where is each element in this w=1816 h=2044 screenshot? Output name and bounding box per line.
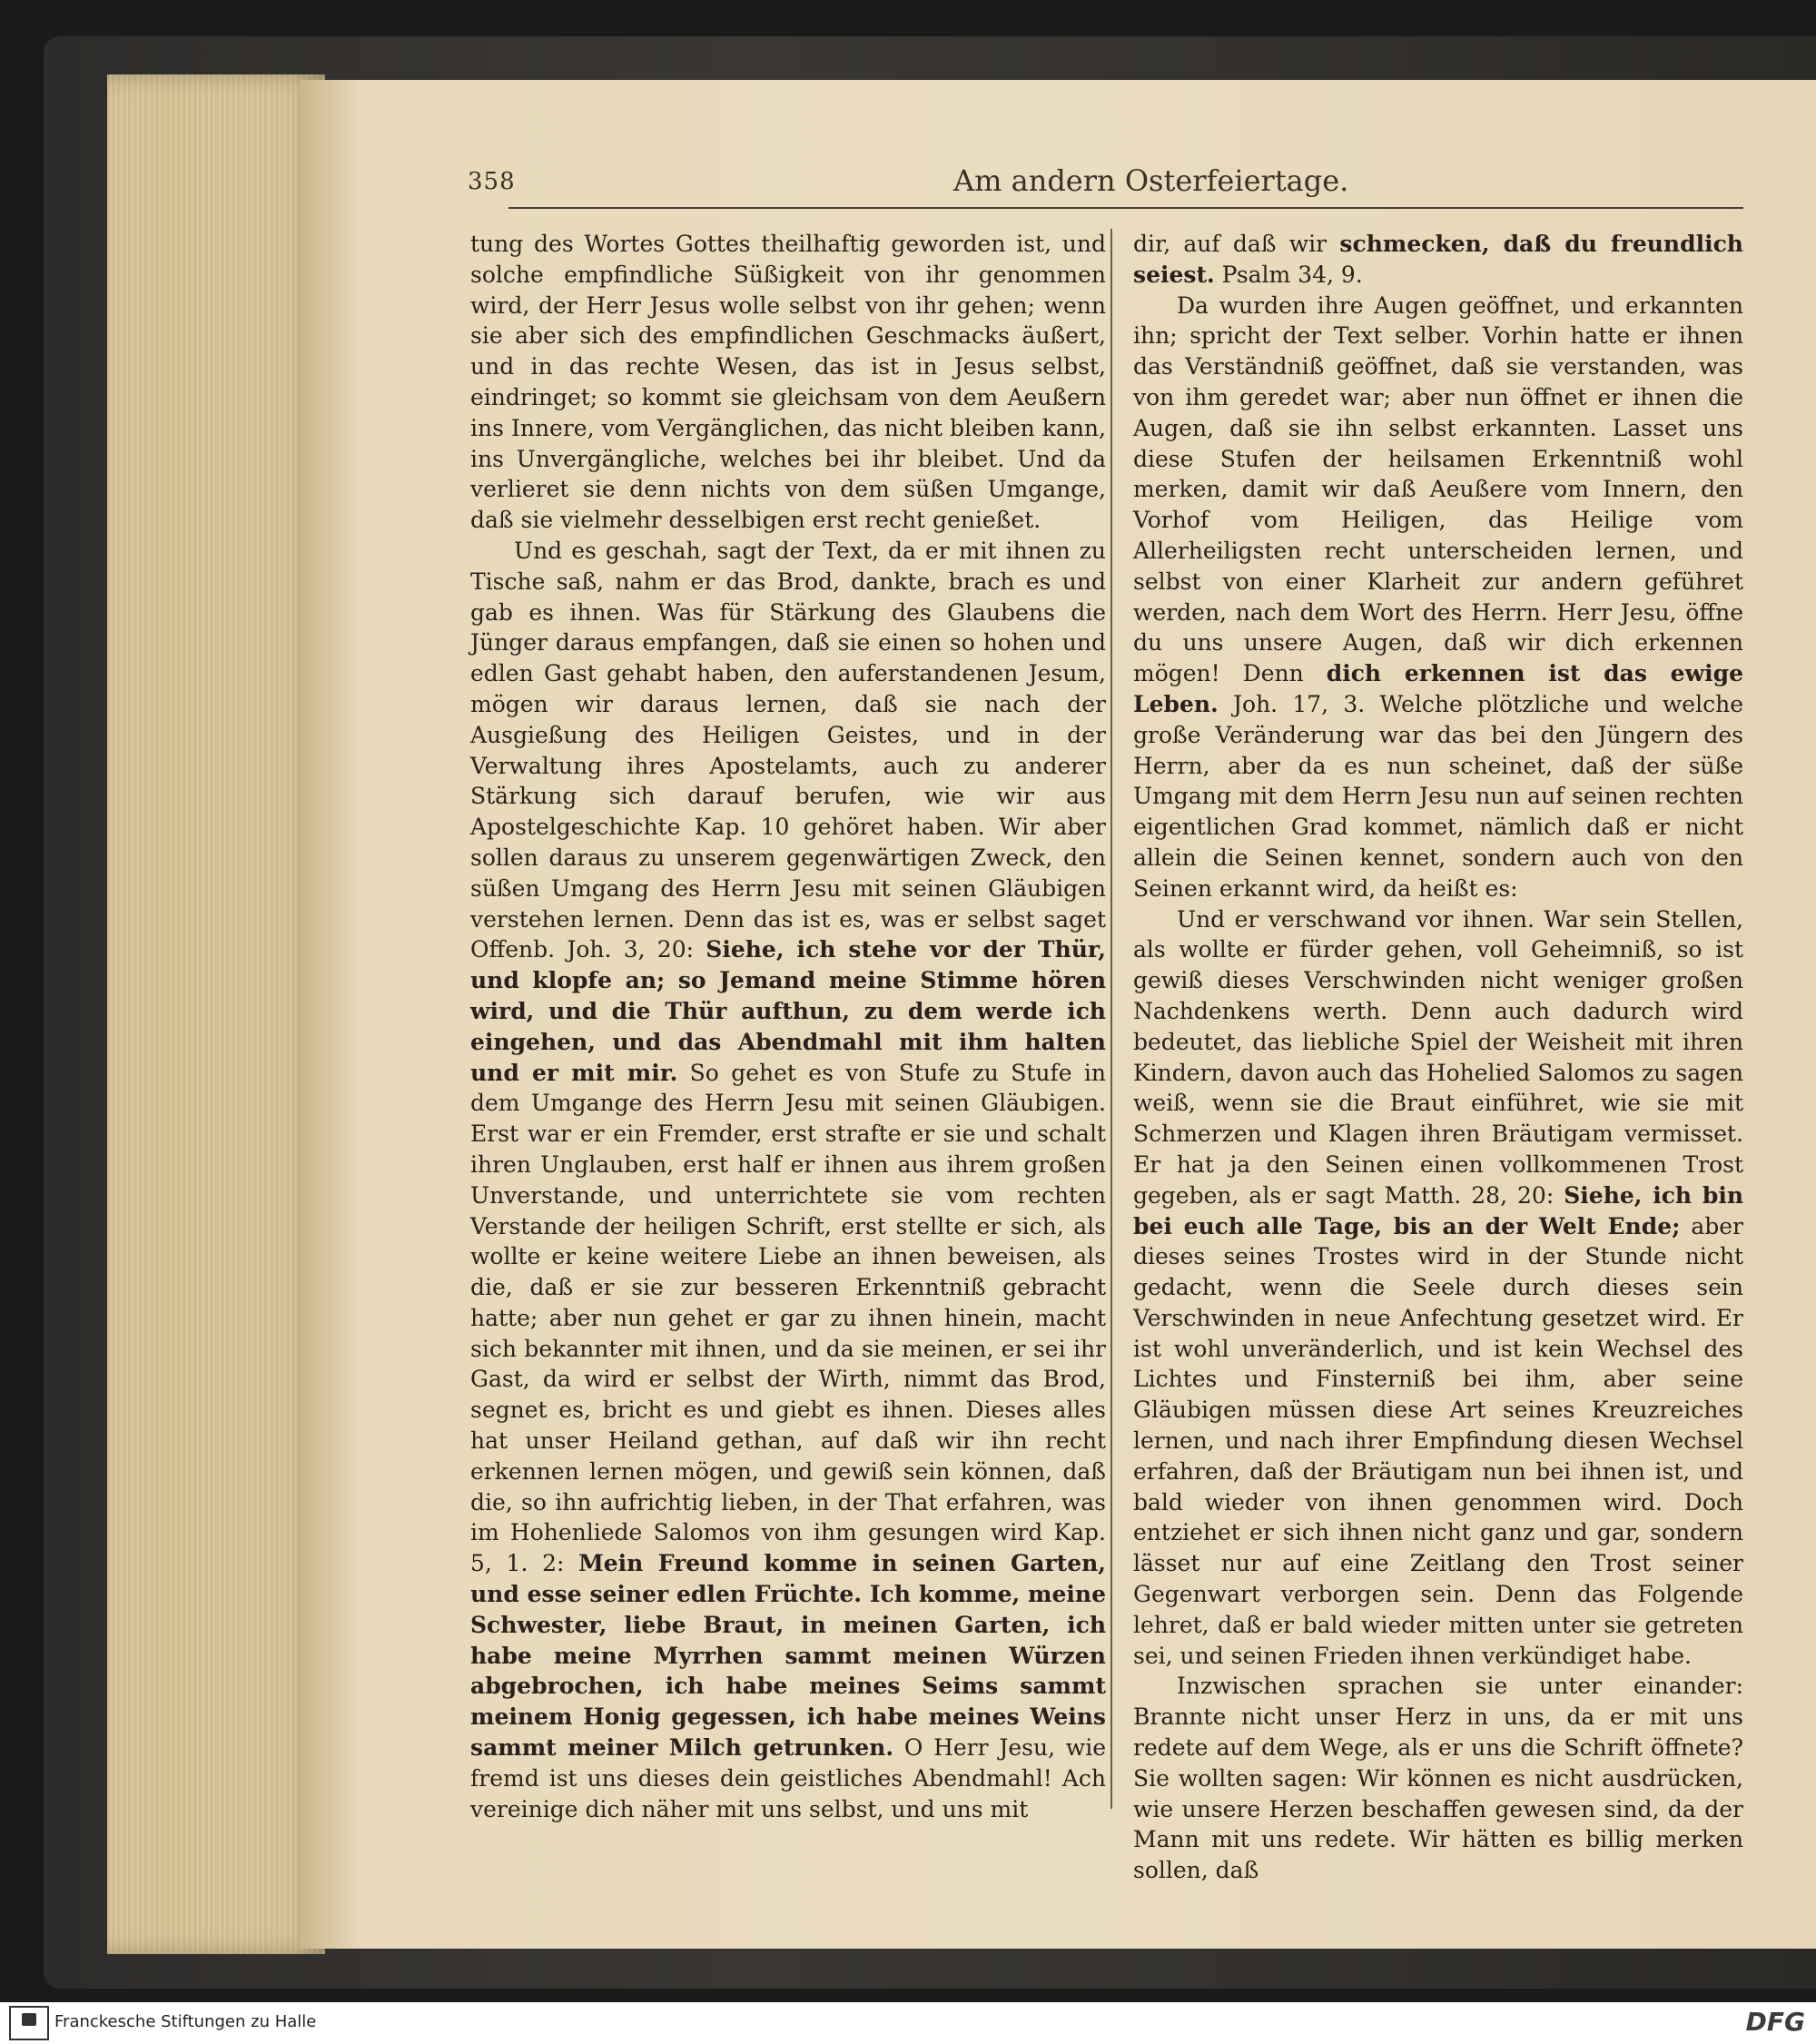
paragraph-text: dir, auf daß wir (1133, 231, 1340, 257)
scripture-quote: Siehe, ich bin bei euch alle Tage, bis an der Welt Ende; (1133, 1181, 1744, 1239)
paragraph-text: So gehet es von Stufe zu Stufe in dem Umgange des Herrn Jesu mit seinen Gläubigen. Erst war er ein Fremder, erst strafte er sie und schalt ihren Unglauben, erst half er ihnen aus ihrem großen Unverstande, und unterrichtete sie vom rechten Verstande der heiligen Schrift, erst stellte er sich, als wollte er keine weitere Liebe an ihnen beweisen, als die, daß er sie zur besseren Erkenntniß gebracht hatte; aber nun gehet er gar zu ihnen hinein, macht sich bekannter mit ihnen, und da sie meinen, er sei ihr Gast, da wird er selbst der Wirth, nimmt das Brod, segnet es, bricht es und giebt es ihnen. Dieses alles hat unser Heiland gethan, auf daß wir ihn recht erkennen lernen mögen, und gewiß sein können, daß die, so ihn aufrichtig lieben, in der That erfahren, was im Hohenliede Salomos von ihm gesungen wird Kap. 5, 1. 2: (470, 1059, 1106, 1577)
paragraph-text: aber dieses seines Trostes wird in der Stunde nicht gedacht, wenn die Seele durch dieses sein Verschwinden in neue Anfechtung gesetzet wird. Er ist wohl unveränderlich, und ist kein Wechsel des Lichtes und Finsterniß bei ihm, aber seine Gläubigen müssen diese Art seines Kreuzreiches lernen, und nach ihrer Empfindung diesen Wechsel erfahren, daß der Bräutigam nun bei ihnen ist, und bald wieder von ihnen genommen wird. Doch entziehet er sich ihnen nicht ganz und gar, sondern lässet nur auf eine Zeitlang den Trost seiner Gegenwart verborgen sein. Denn das Folgende lehret, daß er bald wieder mitten unter sie getreten sei, und seinen Frieden ihnen verkündiget habe. (1133, 1212, 1743, 1669)
left-text-column (470, 229, 1106, 1824)
paragraph-text: O Herr Jesu, wie fremd ist uns dieses dein geistliches Abendmahl! Ach vereinige dich näher mit uns selbst, und uns mit (470, 1734, 1106, 1822)
paragraph-text: tung des Wortes Gottes theilhaftig geworden ist, und solche empfindliche Süßigkeit von ihr genommen wird, der Herr Jesus wolle selbst von ihr gehen; wenn sie aber sich des empfindlichen Geschmacks äußert, und in das rechte Wesen, das ist in Jesus selbst, eindringet; so kommt sie gleichsam von dem Aeußern ins Innere, vom Vergänglichen, das nicht bleiben kann, ins Unvergängliche, welches bei ihr bleibet. Und da verlieret sie denn nichts von dem süßen Umgange, daß sie vielmehr desselbigen erst recht genießet. (470, 231, 1106, 534)
paragraph (470, 536, 1106, 1824)
institution-seal-icon (9, 2006, 49, 2040)
paragraph-text: Psalm 34, 9. (1214, 261, 1363, 288)
paragraph (1133, 1671, 1743, 1886)
paragraph-text: Joh. 17, 3. Welche plötzliche und welche große Veränderung war das bei den Jüngern des Herrn, aber da es nun scheinet, daß der süße Umgang mit dem Herrn Jesu nun auf seinen rechten eigentlichen Grad kommet, nämlich daß er nicht allein die Seinen kennet, sondern auch von den Seinen erkannt wird, da heißt es: (1133, 690, 1743, 902)
paragraph (1133, 291, 1743, 904)
paragraph (1133, 229, 1743, 291)
page-edges (107, 74, 325, 1954)
paragraph-text: Und es geschah, sagt der Text, da er mit ihnen zu Tische saß, nahm er das Brod, dankte, brach es und gab es ihnen. Was für Stärkung des Glaubens die Jünger daraus empfangen, daß sie einen so hohen und edlen Gast gehabt haben, den auferstandenen Jesum, mögen wir daraus lernen, daß sie nach der Ausgießung des Heiligen Geistes, und in der Verwaltung ihres Apostelamts, auch zu anderer Stärkung sich darauf berufen, wie wir aus Apostelgeschichte Kap. 10 gehöret haben. Wir aber sollen daraus zu unserem gegenwärtigen Zweck, den süßen Umgang des Herrn Jesu mit seinen Gläubigen verstehen lernen. Denn das ist es, was er selbst saget Offenb. Joh. 3, 20: (470, 537, 1106, 963)
column-divider (1110, 229, 1112, 1809)
right-text-column (1133, 229, 1743, 1886)
scripture-quote: dich erkennen ist das ewige Leben. (1133, 660, 1743, 717)
scripture-quote: Mein Freund komme in seinen Garten, und esse seiner edlen Früchte. Ich komme, meine Schwester, liebe Braut, in meinen Garten, ich habe meine Myrrhen sammt meinen Würzen abgebrochen, ich habe meines Seims sammt meinem Honig gegessen, ich habe meines Weins sammt meiner Milch getrunken. (470, 1550, 1107, 1762)
paragraph-text: Da wurden ihre Augen geöffnet, und erkannten ihn; spricht der Text selber. Vorhin hatte er ihnen das Verständniß geöffnet, daß sie verstanden, was von ihm geredet war; aber nun öffnet er ihnen die Augen, daß sie ihn selbst erkannten. Lasset uns diese Stufen der heilsamen Erkenntniß wohl merken, damit wir daß Aeußere vom Innern, den Vorhof vom Heiligen, das Heilige vom Allerheiligsten recht unterscheiden lernen, und selbst von einer Klarheit zur andern geführet werden, nach dem Wort des Herrn. Herr Jesu, öffne du uns unsere Augen, daß wir dich erkennen mögen! Denn (1133, 291, 1743, 687)
footer-bar (0, 2002, 1816, 2044)
running-title: Am andern Osterfeiertage. (953, 163, 1349, 198)
paragraph-text: Inzwischen sprachen sie unter einander: Brannte nicht unser Herz in uns, da er mit uns redete auf dem Wege, als er uns die Schrift öffnete? Sie wollten sagen: Wir können es nicht ausdrücken, wie unsere Herzen beschaffen gewesen sind, da der Mann mit uns redete. Wir hätten es billig merken sollen, daß (1133, 1673, 1743, 1884)
header-rule (508, 207, 1743, 209)
scripture-quote: schmecken, daß du freundlich seiest. (1133, 231, 1743, 288)
paragraph (1133, 904, 1743, 1672)
page-number: 358 (468, 168, 516, 195)
scripture-quote: Siehe, ich stehe vor der Thür, und klopfe an; so Jemand meine Stimme hören wird, und die Thür aufthun, zu dem werde ich eingehen, und das Abendmahl mit ihm halten und er mit mir. (470, 936, 1106, 1086)
paragraph-text: Und er verschwand vor ihnen. War sein Stellen, als wollte er fürder gehen, voll Geheimniß, so ist gewiß dieses Verschwinden nicht weniger großen Nachdenkens werth. Denn auch dadurch wird bedeutet, das liebliche Spiel der Weisheit mit ihren Kindern, davon auch das Hohelied Salomos zu sagen weiß, wenn sie die Braut einführet, wie sie mit Schmerzen und Klagen ihren Bräutigam vermisset. Er hat ja den Seinen einen vollkommenen Trost gegeben, als er sagt Matth. 28, 20: (1133, 905, 1743, 1209)
footer-institution: Franckesche Stiftungen zu Halle (54, 2012, 317, 2031)
dfg-logo: DFG (1745, 2007, 1805, 2037)
paragraph (470, 229, 1106, 536)
